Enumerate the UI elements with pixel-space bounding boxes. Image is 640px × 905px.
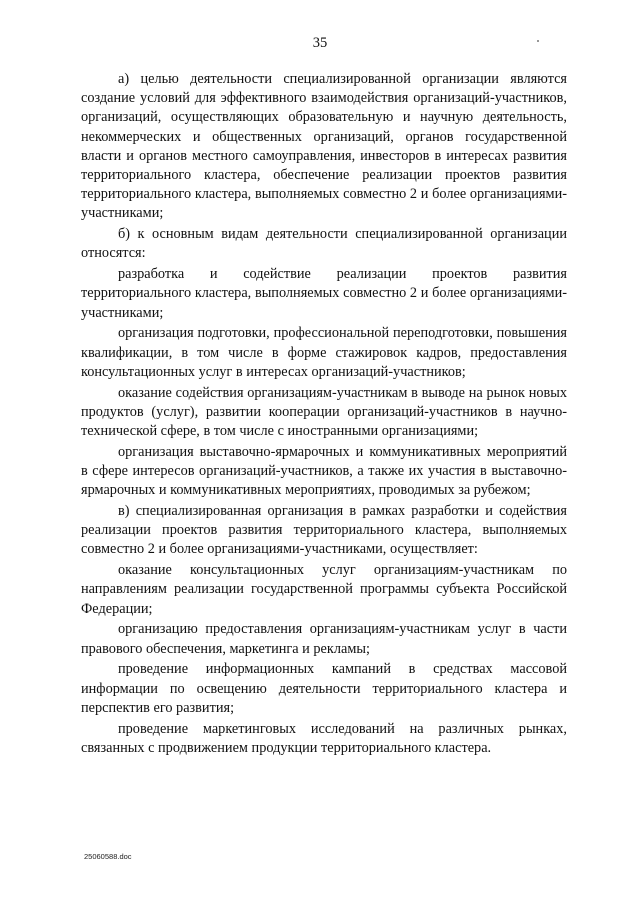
paragraph-c-intro: в) специализированная организация в рамках разработки и содействия реализации проектов развития территориального кластера, выполняемых совместно 2 и более организациями-участниками, осуществляет: (81, 503, 567, 558)
paragraph-b-item-training: организация подготовки, профессиональной переподготовки, повышения квалификации, в том числе в форме стажировок кадров, предоставления консультационных услуг в интересах организаций-участников; (81, 325, 567, 380)
paragraph-c-item-market-research: проведение маркетинговых исследований на различных рынках, связанных с продвижением продукции территориального кластера. (81, 720, 567, 756)
paragraph-c-item-media-campaigns: проведение информационных кампаний в средствах массовой информации по освещению деятельности территориального кластера и перспектив его развития; (81, 661, 567, 716)
paragraph-c-item-consulting: оказание консультационных услуг организациям-участникам по направлениям реализации государственной программы субъекта Российской Федерации; (81, 562, 567, 617)
margin-mark (537, 40, 539, 42)
page-number: 35 (312, 35, 328, 51)
footer-file-name: 25060588.doc (84, 852, 132, 861)
document-body (81, 70, 567, 760)
paragraph-a-purpose: а) целью деятельности специализированной организации являются создание условий для эффективного взаимодействия организаций-участников, организаций, осуществляющих образовательную и научную деятельность, некоммерческих и общественных организаций, органов государственной власти и органов местного самоуправления, инвесторов в интересах развития территориального кластера, обеспечение реализации проектов развития территориального кластера, выполняемых совместно 2 и более организациями-участниками; (81, 71, 567, 222)
paragraph-c-item-legal-marketing: организацию предоставления организациям-участникам услуг в части правового обеспечения, маркетинга и рекламы; (81, 621, 567, 657)
paragraph-b-item-exhibitions: организация выставочно-ярмарочных и коммуникативных мероприятий в сфере интересов организаций-участников, а также их участия в выставочно-ярмарочных и коммуникативных мероприятиях, проводимых за рубежом; (81, 443, 567, 499)
paragraph-b-item-market-support: оказание содействия организациям-участникам в выводе на рынок новых продуктов (услуг), развитии кооперации организаций-участников в научно-технической сфере, в том числе с иностранными организациями; (81, 384, 567, 440)
paragraph-b-item-projects: разработка и содействие реализации проектов развития территориального кластера, выполняемых совместно 2 и более организациями-участниками; (81, 266, 567, 321)
paragraph-b-activities-intro: б) к основным видам деятельности специализированной организации относятся: (81, 226, 567, 262)
